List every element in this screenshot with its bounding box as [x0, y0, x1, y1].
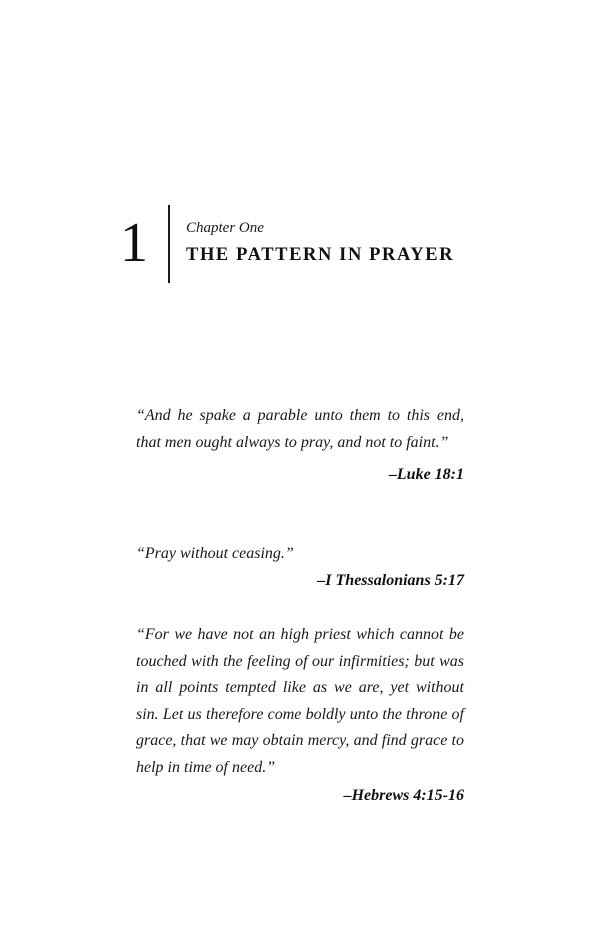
verse-reference: –Hebrews 4:15-16: [343, 786, 464, 804]
verse-block: [136, 622, 464, 808]
verse-reference: –I Thessalonians 5:17: [317, 571, 464, 589]
verse-reference: –Luke 18:1: [388, 466, 464, 484]
chapter-header: [120, 205, 500, 285]
verse-text: “Pray without ceasing.”: [136, 545, 294, 562]
chapter-subtitle: Chapter One: [186, 220, 264, 236]
verse-block: [136, 403, 464, 487]
chapter-divider: [168, 205, 170, 283]
verse-text: “And he spake a parable unto them to this end, that men ought always to pray, and not to faint.”: [136, 407, 464, 451]
verse-text: “For we have not an high priest which cannot be touched with the feeling of our infirmities; but was in all points tempted like as we are, yet without sin. Let us therefore come boldly unto the throne of grace, that we may obtain mercy, and find grace to help in time of need.”: [136, 626, 464, 776]
chapter-title: THE PATTERN IN PRAYER: [186, 245, 455, 265]
chapter-number: 1: [120, 212, 148, 274]
verse-block: [136, 541, 464, 593]
